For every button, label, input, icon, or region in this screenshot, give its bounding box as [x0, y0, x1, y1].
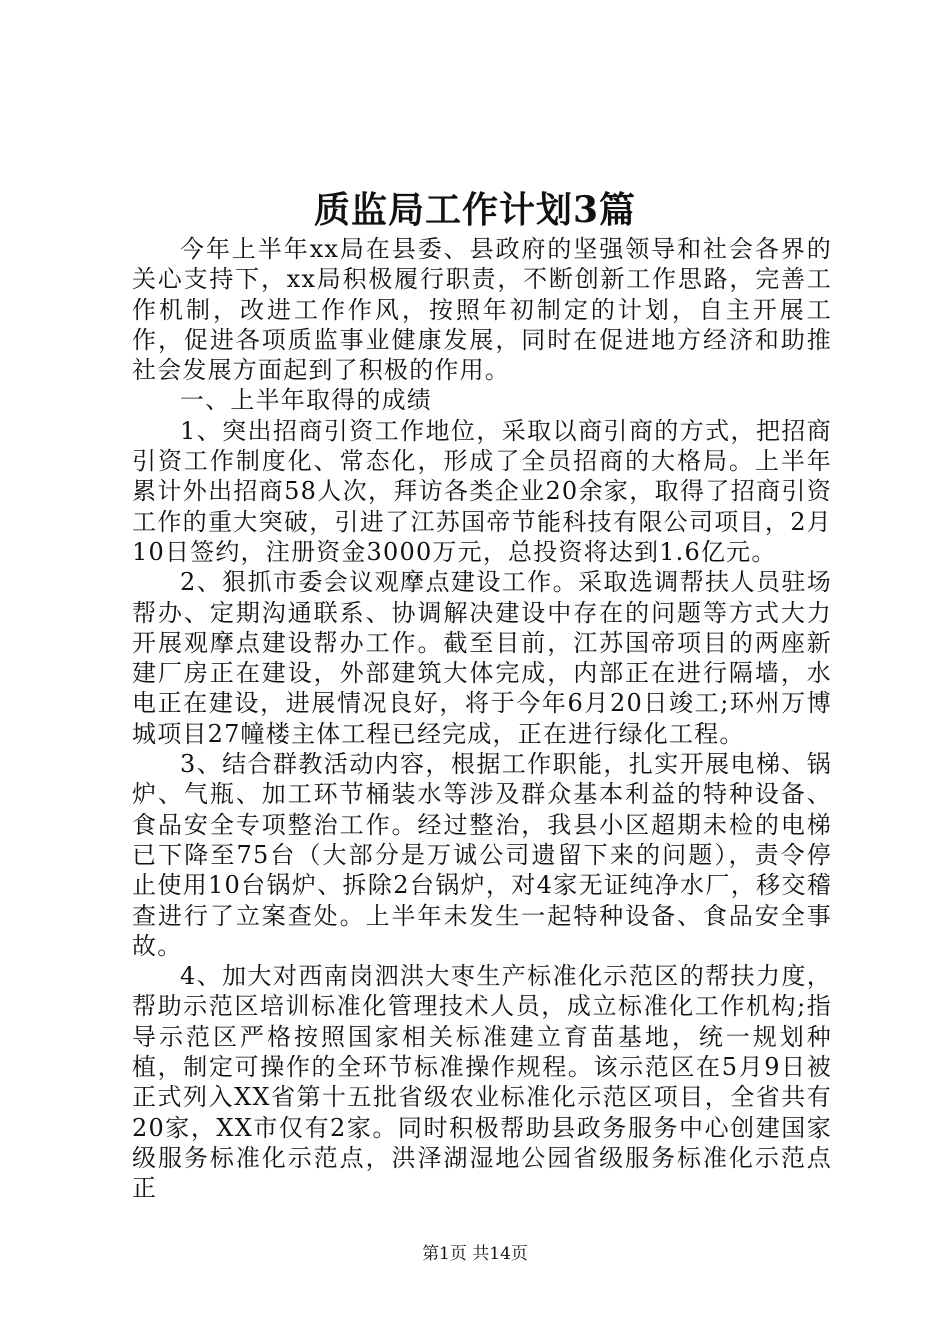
paragraph-item-4: 4、加大对西南岗泗洪大枣生产标准化示范区的帮扶力度，帮助示范区培训标准化管理技术人员，成立标准化工作机构;指导示范区严格按照国家相关标准建立育苗基地，统一规划种植，制定可操作的全环节标准操作规程。该示范区在5月9日被正式列入XX省第十五批省级农业标准化示范区项目，全省共有20家，XX市仅有2家。同时积极帮助县政务服务中心创建国家级服务标准化示范点，洪泽湖湿地公园省级服务标准化示范点正 — [132, 962, 832, 1203]
document-title: 质监局工作计划3篇 — [313, 189, 637, 231]
paragraph-item-3: 3、结合群教活动内容，根据工作职能，扎实开展电梯、锅炉、气瓶、加工环节桶装水等涉及群众基本利益的特种设备、食品安全专项整治工作。经过整治，我县小区超期未检的电梯已下降至75台（大部分是万诚公司遗留下来的问题），责令停止使用10台锅炉、拆除2台锅炉，对4家无证纯净水厂，移交稽查进行了立案查处。上半年未发生一起特种设备、食品安全事故。 — [132, 750, 832, 960]
paragraph-item-2: 2、狠抓市委会议观摩点建设工作。采取选调帮扶人员驻场帮办、定期沟通联系、协调解决建设中存在的问题等方式大力开展观摩点建设帮办工作。截至目前，江苏国帝项目的两座新建厂房正在建设，外部建筑大体完成，内部正在进行隔墙，水电正在建设，进展情况良好，将于今年6月20日竣工;环州万博城项目27幢楼主体工程已经完成，正在进行绿化工程。 — [132, 568, 832, 748]
page-footer: 第1页 共14页 — [422, 1244, 528, 1264]
document-body — [132, 234, 832, 1204]
intro-paragraph: 今年上半年xx局在县委、县政府的坚强领导和社会各界的关心支持下，xx局积极履行职责，不断创新工作思路，完善工作机制，改进工作作风，按照年初制定的计划，自主开展工作，促进各项质监事业健康发展，同时在促进地方经济和助推社会发展方面起到了积极的作用。 — [132, 235, 832, 385]
paragraph-item-1: 1、突出招商引资工作地位，采取以商引商的方式，把招商引资工作制度化、常态化，形成了全员招商的大格局。上半年累计外出招商58人次，拜访各类企业20余家，取得了招商引资工作的重大突破，引进了江苏国帝节能科技有限公司项目，2月10日签约，注册资金3000万元，总投资将达到1.6亿元。 — [132, 416, 832, 566]
section-heading: 一、上半年取得的成绩 — [180, 386, 432, 415]
